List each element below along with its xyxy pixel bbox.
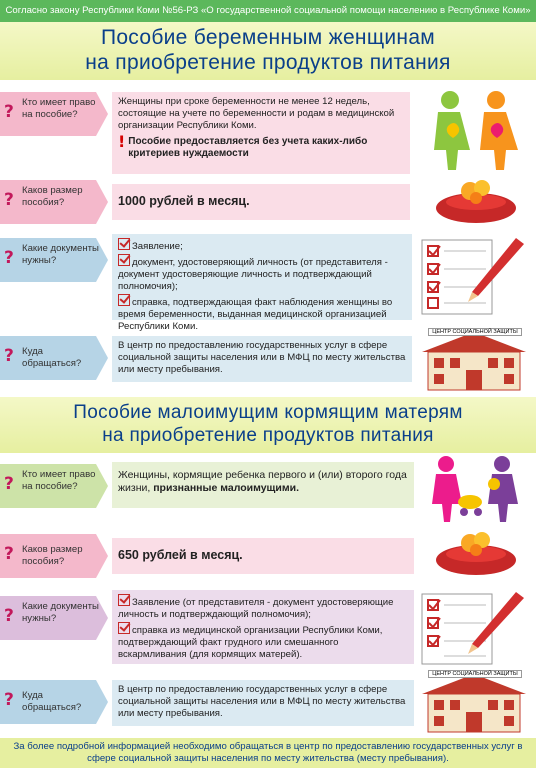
question-documents — [0, 596, 108, 640]
question-text: Каков размер пособия? — [22, 544, 83, 567]
section1-title-line1: Пособие беременным женщинам — [100, 26, 436, 49]
checkbox-icon — [118, 254, 130, 266]
question-mark-icon: ? — [4, 544, 14, 564]
question-where — [0, 336, 108, 380]
question-mark-icon: ? — [4, 190, 14, 210]
question-text: Кто имеет право на пособие? — [22, 97, 96, 120]
section1-title-line2: на приобретение продуктов питания — [85, 51, 451, 74]
question-who-eligible — [0, 92, 108, 136]
question-text: Кто имеет право на пособие? — [22, 469, 96, 492]
answer-amount — [112, 184, 410, 220]
checkbox-icon — [118, 594, 130, 606]
question-who-eligible — [0, 464, 108, 508]
answer-where — [112, 680, 414, 726]
doc-item — [118, 293, 406, 333]
answer-who-eligible — [112, 462, 414, 508]
building-sign: ЦЕНТР СОЦИАЛЬНОЙ ЗАЩИТЫ — [428, 328, 522, 336]
checkbox-icon — [118, 294, 130, 306]
question-text: Куда обращаться? — [22, 690, 82, 713]
where-text: В центр по предоставлению государственных услуг в сфере социальной защиты населения или в МФЦ по месту жительства или месту пребывания. — [118, 340, 406, 375]
answer-amount — [112, 538, 414, 574]
answer-documents — [112, 590, 414, 664]
doc-item — [118, 621, 408, 661]
doc-item-text: Заявление (от представителя - документ удостоверяющие личность и подтверждающий полномочия); — [118, 597, 394, 620]
question-mark-icon: ? — [4, 606, 14, 626]
question-text: Какие документы нужны? — [22, 601, 99, 624]
checklist-pencil-icon — [416, 234, 528, 318]
doc-item — [118, 237, 406, 253]
building-sign: ЦЕНТР СОЦИАЛЬНОЙ ЗАЩИТЫ — [428, 670, 522, 678]
checklist-pencil-icon — [416, 590, 528, 666]
answer-text: Женщины, кормящие ребенка первого и (или) второго года жизни, — [118, 469, 407, 494]
question-mark-icon: ? — [4, 102, 14, 122]
purse-icon — [422, 178, 528, 226]
section2-title-line2: на приобретение продуктов питания — [102, 425, 434, 446]
where-text: В центр по предоставлению государственных услуг в сфере социальной защиты населения или в МФЦ по месту жительства или месту пребывания. — [118, 684, 406, 719]
question-text: Куда обращаться? — [22, 346, 82, 369]
amount-value: 1000 рублей в месяц. — [118, 194, 250, 208]
question-amount — [0, 180, 108, 224]
section2-title — [0, 397, 536, 453]
footer-info: За более подробной информацией необходимо обращаться в центр по предоставлению государственных услуг в сфере социальной защиты населения по месту жительства (месту пребывания). — [0, 738, 536, 768]
mothers-with-children-icon — [422, 454, 528, 524]
exclamation-icon: ! — [118, 132, 126, 151]
purse-icon — [422, 530, 528, 578]
section2-title-line1: Пособие малоимущим кормящим матерям — [73, 402, 463, 423]
checkbox-icon — [118, 238, 130, 250]
amount-value: 650 рублей в месяц. — [118, 548, 243, 562]
answer-bold-text: признанные малоимущими. — [153, 482, 300, 494]
question-where — [0, 680, 108, 724]
doc-item — [118, 253, 406, 293]
question-mark-icon: ? — [4, 690, 14, 710]
doc-item-text: Заявление; — [132, 241, 183, 252]
question-mark-icon: ? — [4, 474, 14, 494]
doc-item — [118, 593, 408, 621]
answer-who-eligible — [112, 92, 410, 174]
checkbox-icon — [118, 622, 130, 634]
answer-documents — [112, 234, 412, 332]
note-row — [118, 132, 404, 160]
question-mark-icon: ? — [4, 248, 14, 268]
question-amount — [0, 534, 108, 578]
doc-item-text: справка из медицинской организации Республики Коми, подтверждающий факт грудного или смешанного вскармливания (для кормящих матерей). — [118, 625, 383, 660]
pregnant-women-icon — [422, 88, 528, 172]
note-text: Пособие предоставляется без учета каких-либо критериев нуждаемости — [128, 136, 368, 159]
answer-text: Женщины при сроке беременности не менее 12 недель, состоящие на учете по беременности и родам в медицинской организации Республики Коми. — [118, 96, 395, 131]
question-documents — [0, 238, 108, 282]
question-text: Каков размер пособия? — [22, 185, 83, 208]
law-reference-bar: Согласно закону Республики Коми №56-РЗ «О государственной социальной помощи населению в Республике Коми» — [0, 0, 536, 22]
doc-item-text: справка, подтверждающая факт наблюдения женщины во время беременности, выданная медицинской организацией Республики Коми. — [118, 297, 393, 332]
question-text: Какие документы нужны? — [22, 243, 99, 266]
answer-where — [112, 336, 412, 382]
question-mark-icon: ? — [4, 346, 14, 366]
section1-title — [0, 22, 536, 80]
doc-item-text: документ, удостоверяющий личность (от представителя - документ удостоверяющие личность и подтверждающий полномочия); — [118, 257, 388, 292]
